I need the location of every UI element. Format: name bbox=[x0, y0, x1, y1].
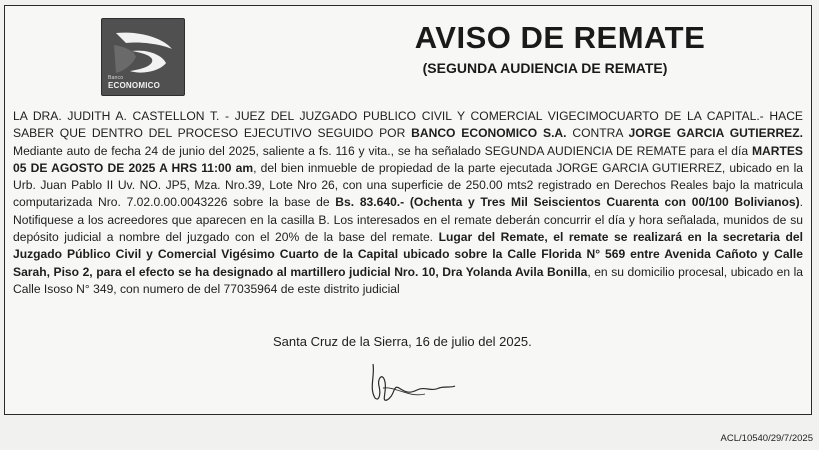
body-text-segment: CONTRA bbox=[566, 126, 629, 141]
body-text-segment: . Notifiquese a los acreedores que aparecen en la casilla B. Los interesados en el remate deberán concurrir el día y hora señalada, munidos de su depósito judicial a nombre del juzgado con el 20% de la base del remate. bbox=[13, 195, 803, 245]
notice-title: AVISO DE REMATE bbox=[414, 20, 706, 55]
plaintiff-name: BANCO ECONOMICO S.A. bbox=[411, 126, 567, 141]
body-text-segment: , del bien inmueble de propiedad de la parte ejecutada JORGE GARCIA GUTIERREZ, ubicado en la Urb. Juan Pablo II Uv. NO. JP5, Mza. Nro.39, Lote Nro 26, con una superficie de 250.00 mts2 registrado en Derechos Reales bajo la matricula computarizada Nro. 7.02.0.00.0043226 sobre la base de bbox=[13, 160, 803, 210]
auction-location: Lugar del Remate, el remate se realizará en la secretaria del Juzgado Público Civil y Comercial Vigésimo Cuarto de la Capital ubicado sobre la Calle Florida N° 569 entre Avenida Cañoto y Calle Sarah, Piso 2, para el efecto se ha designado al martillero judicial Nro. 10, Dra Yolanda Avila Bonilla bbox=[13, 230, 803, 279]
body-text-segment: , en su domicilio procesal, ubicado en la Calle Isoso N° 349, con numero de del 77035964 de este distrito judicial bbox=[13, 264, 804, 296]
logo-name: ECONOMICO bbox=[108, 81, 161, 90]
logo-small-text: Banco bbox=[108, 75, 124, 81]
defendant-name: JORGE GARCIA GUTIERREZ. bbox=[628, 126, 803, 141]
bank-logo bbox=[101, 18, 185, 96]
reference-code: ACL/10540/29/7/2025 bbox=[720, 433, 813, 444]
signature-icon bbox=[365, 358, 465, 408]
auction-date: MARTES 05 DE AGOSTO DE 2025 A HRS 11:00 am bbox=[13, 143, 803, 175]
notice-subtitle: (SEGUNDA AUDIENCIA DE REMATE) bbox=[422, 60, 668, 76]
place-date: Santa Cruz de la Sierra, 16 de julio del 2025. bbox=[273, 334, 532, 349]
body-text-segment: Mediante auto de fecha 24 de junio del 2025, saliente a fs. 116 y vita., se ha señalado SEGUNDA AUDIENCIA DE REMATE para el día bbox=[13, 143, 752, 158]
body-text-segment: LA DRA. JUDITH A. CASTELLON T. - JUEZ DEL JUZGADO PUBLICO CIVIL Y COMERCIAL VIGECIMOCUARTO DE LA CAPITAL.- HACE SABER QUE DENTRO DEL PROCESO EJECUTIVO SEGUIDO POR bbox=[13, 109, 803, 141]
auction-notice bbox=[4, 5, 812, 415]
notice-body bbox=[13, 108, 803, 298]
base-price: Bs. 83.640.- (Ochenta y Tres Mil Seiscientos Cuarenta con 00/100 Bolivianos) bbox=[335, 195, 800, 210]
signature bbox=[365, 358, 465, 413]
